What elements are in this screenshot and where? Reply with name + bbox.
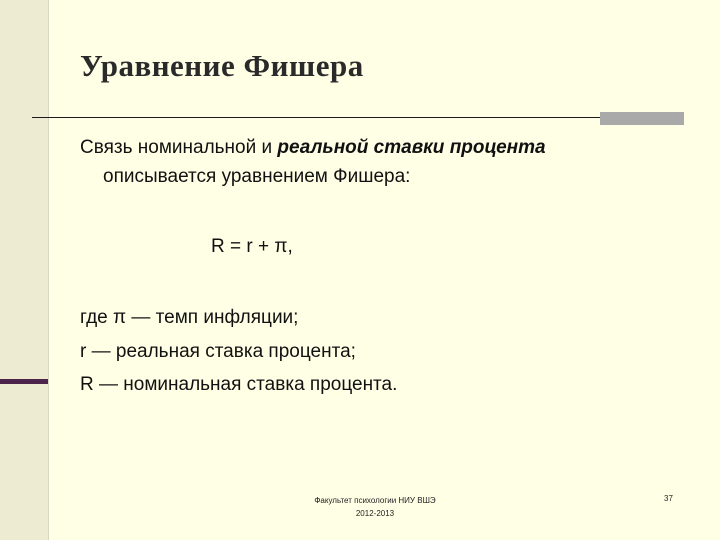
definition-real-rate: r — реальная ставка процента; <box>80 341 356 362</box>
footer-faculty: Факультет психологии НИУ ВШЭ <box>314 496 436 505</box>
left-accent-stripe <box>0 379 48 384</box>
slide-title: Уравнение Фишера <box>80 48 364 83</box>
intro-emphasis-text: реальной ставки процента <box>277 137 546 158</box>
intro-line-1 <box>80 137 546 159</box>
fisher-formula: R = r + π, <box>211 236 293 257</box>
definition-nominal-rate: R — номинальная ставка процента. <box>80 374 398 395</box>
intro-plain-text: Связь номинальной и <box>80 137 278 158</box>
left-decorative-bar <box>0 0 49 540</box>
definition-inflation: где π — темп инфляции; <box>80 307 299 328</box>
slide-footer <box>250 494 500 520</box>
footer-years: 2012-2013 <box>355 509 395 518</box>
title-divider-block <box>600 112 684 125</box>
page-number: 37 <box>664 494 673 503</box>
title-divider <box>32 117 684 118</box>
intro-line-2: описывается уравнением Фишера: <box>103 166 411 187</box>
